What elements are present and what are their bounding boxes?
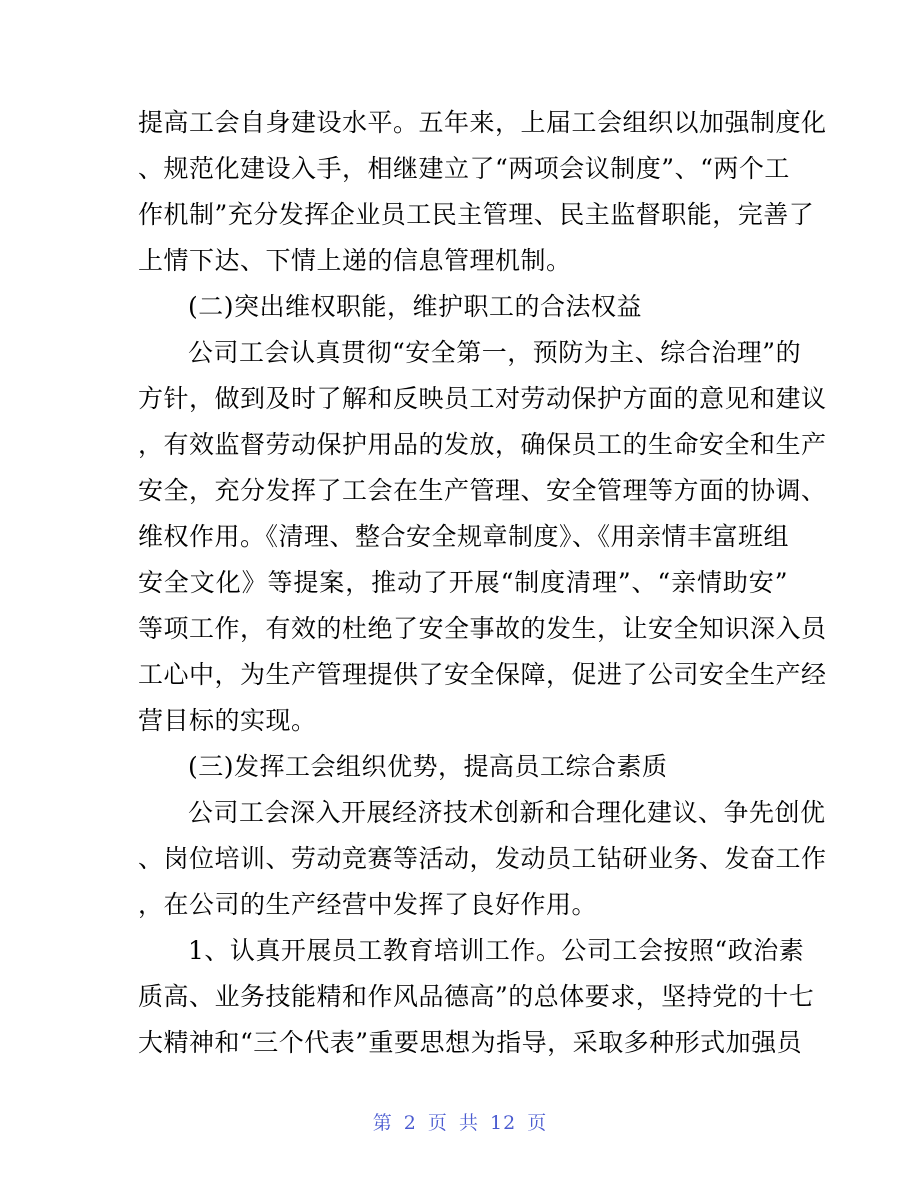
text-line: 方针，做到及时了解和反映员工对劳动保护方面的意见和建议 bbox=[138, 384, 827, 413]
text-line: (三)发挥工会组织优势，提高员工综合素质 bbox=[188, 752, 668, 781]
text-line: ，在公司的生产经营中发挥了良好作用。 bbox=[138, 890, 598, 919]
text-line: 上情下达、下情上递的信息管理机制。 bbox=[138, 246, 572, 275]
text-line: 提高工会自身建设水平。五年来，上届工会组织以加强制度化 bbox=[138, 108, 827, 137]
text-line: 维权作用。《清理、整合安全规章制度》、《用亲情丰富班组 bbox=[138, 522, 790, 551]
page-number-footer: 第 2 页 共 12 页 bbox=[372, 1112, 548, 1134]
text-line: (二)突出维权职能，维护职工的合法权益 bbox=[188, 292, 643, 321]
text-line: 作机制”充分发挥企业员工民主管理、民主监督职能，完善了 bbox=[138, 200, 815, 229]
text-line: 营目标的实现。 bbox=[138, 706, 317, 735]
text-line: 工心中，为生产管理提供了安全保障，促进了公司安全生产经 bbox=[138, 660, 827, 689]
text-line: 安全，充分发挥了工会在生产管理、安全管理等方面的协调、 bbox=[138, 476, 827, 505]
text-line: 等项工作，有效的杜绝了安全事故的发生，让安全知识深入员 bbox=[138, 614, 827, 643]
text-line: 、规范化建设入手，相继建立了“两项会议制度”、“两个工 bbox=[138, 154, 790, 183]
document-body bbox=[138, 100, 827, 1066]
text-line: 公司工会深入开展经济技术创新和合理化建议、争先创优 bbox=[188, 798, 826, 827]
text-line: ，有效监督劳动保护用品的发放，确保员工的生命安全和生产 bbox=[138, 430, 827, 459]
text-line: 公司工会认真贯彻“安全第一，预防为主、综合治理”的 bbox=[188, 338, 802, 367]
text-line: 质高、业务技能精和作风品德高”的总体要求，坚持党的十七 bbox=[138, 982, 815, 1011]
text-line: 大精神和“三个代表”重要思想为指导，采取多种形式加强员 bbox=[138, 1028, 803, 1057]
text-line: 、岗位培训、劳动竞赛等活动，发动员工钻研业务、发奋工作 bbox=[138, 844, 827, 873]
text-line: 安全文化》等提案，推动了开展“制度清理”、“亲情助安” bbox=[138, 568, 788, 597]
text-line: 1、认真开展员工教育培训工作。公司工会按照“政治素 bbox=[188, 936, 805, 965]
